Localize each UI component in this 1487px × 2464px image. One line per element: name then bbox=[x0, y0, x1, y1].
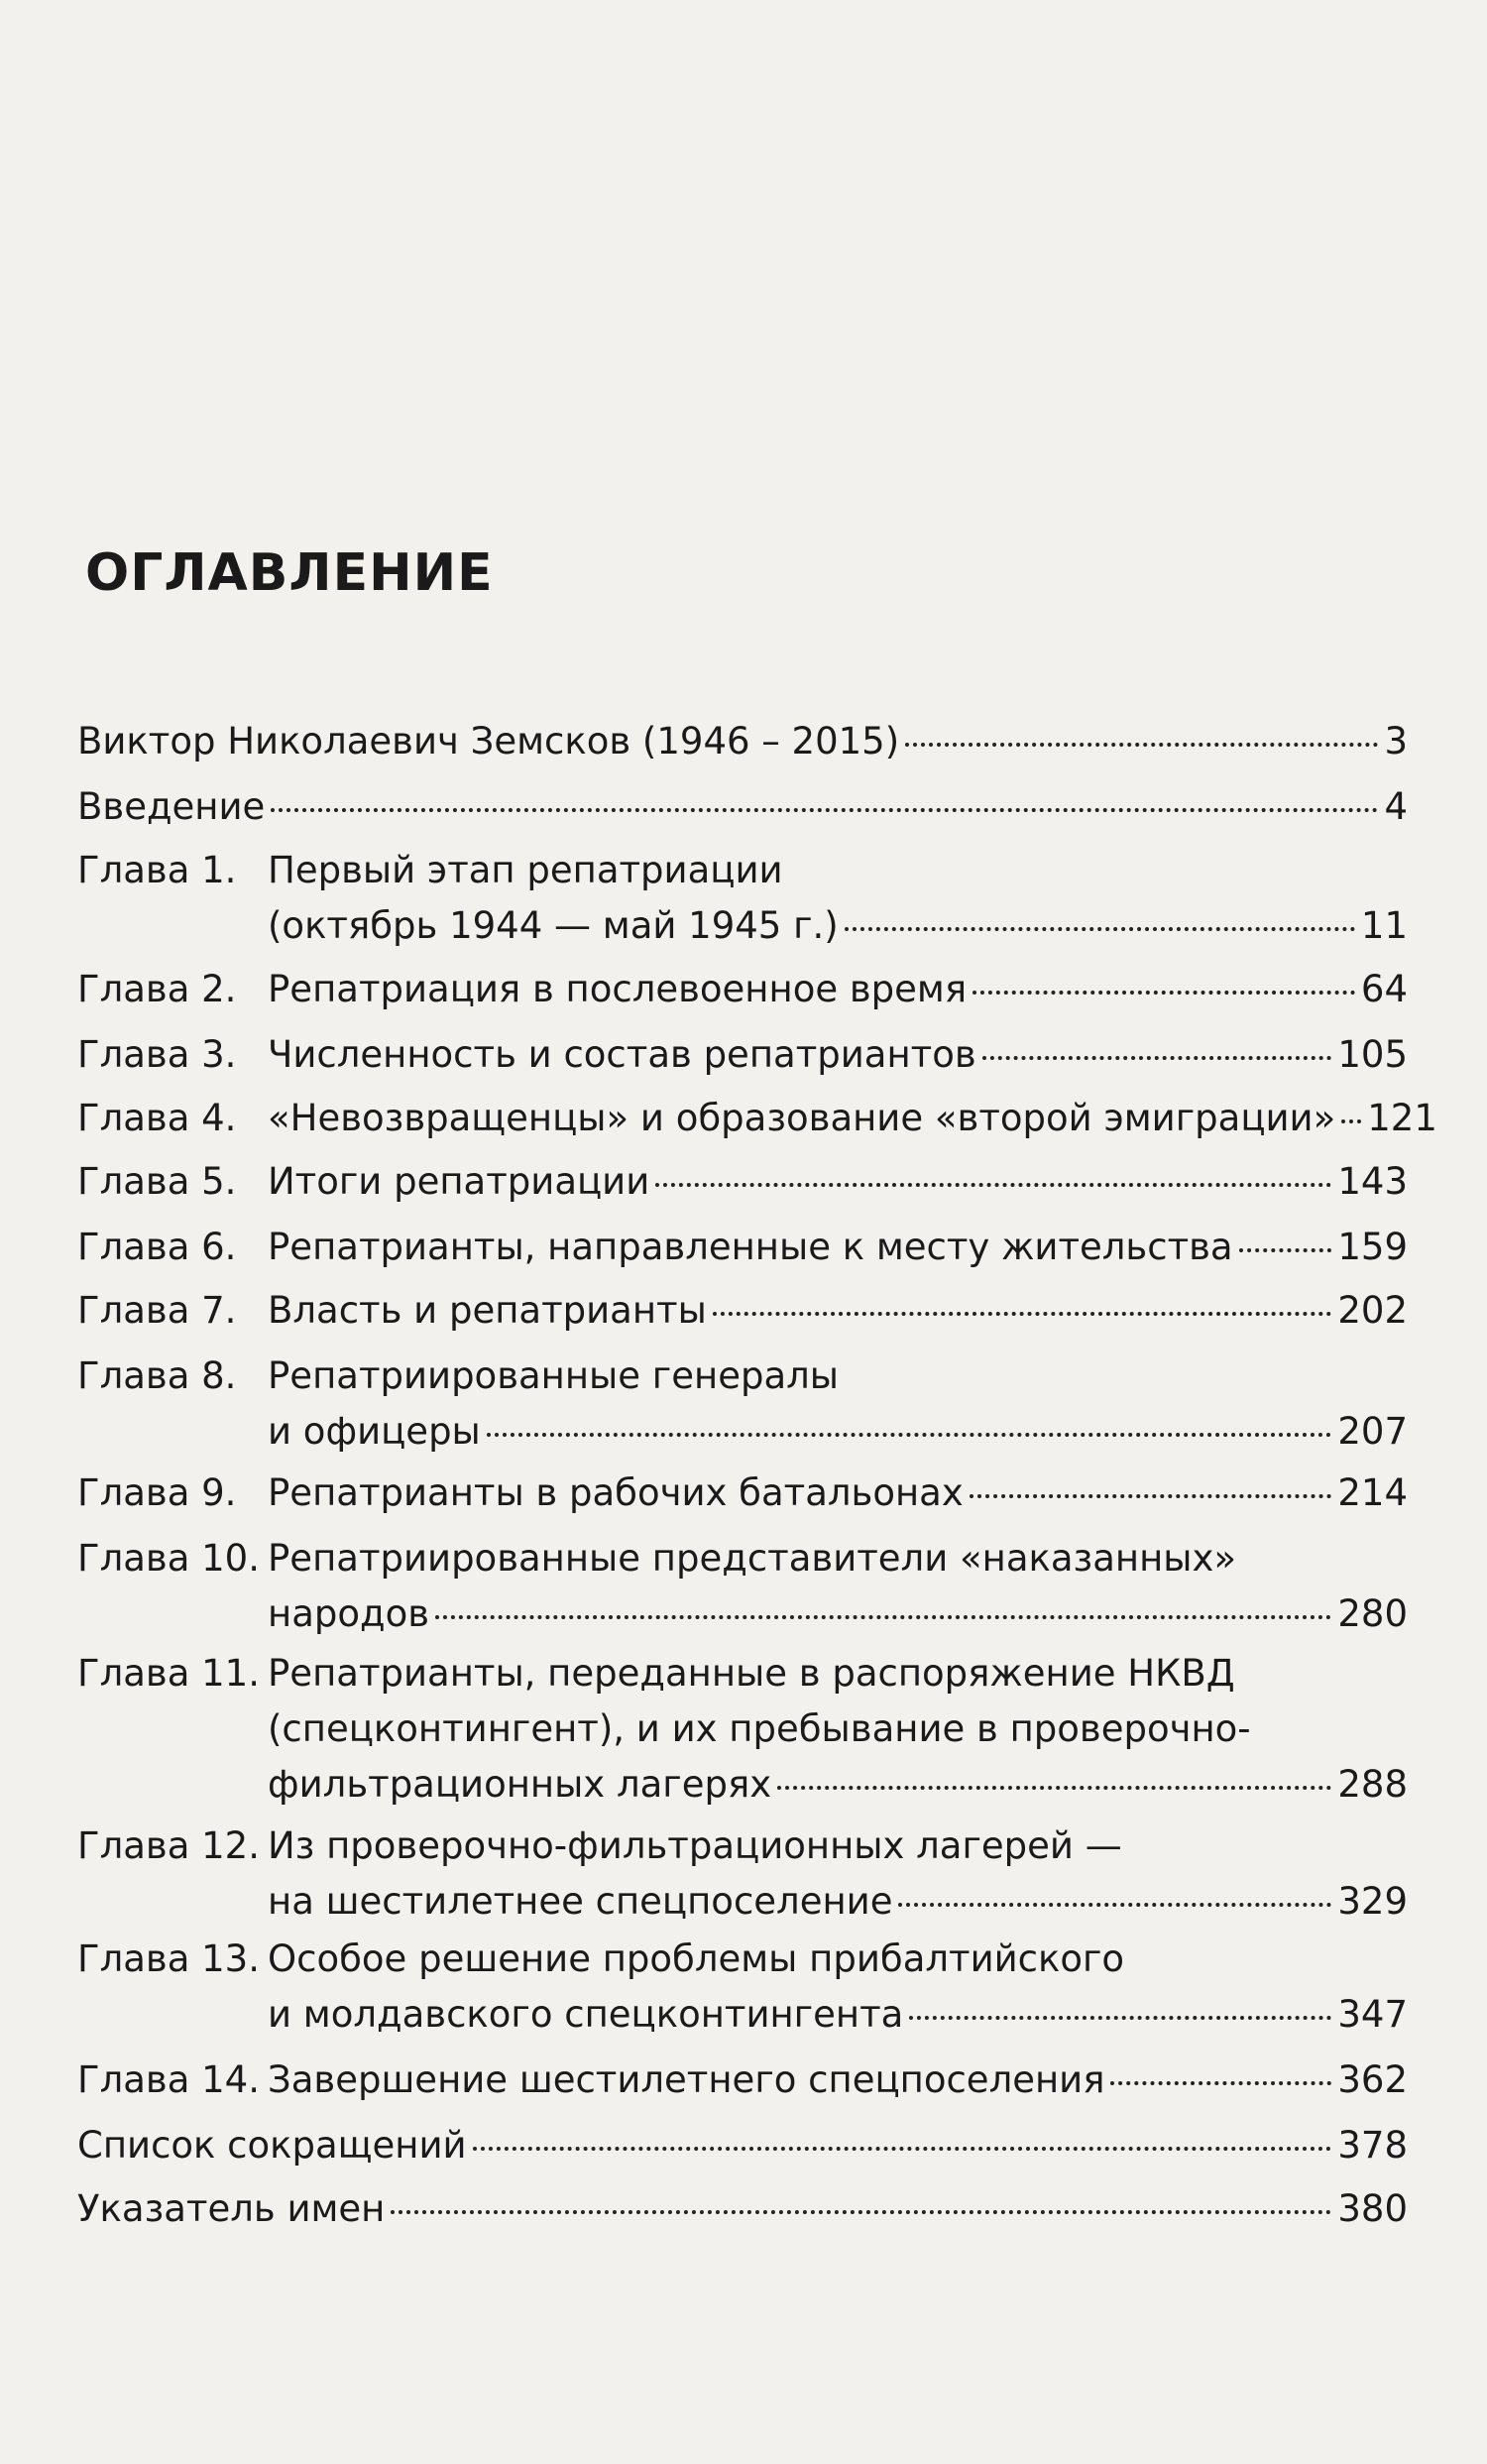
toc-entry-title: и офицеры bbox=[268, 1410, 481, 1453]
toc-entry-chapter-3[interactable] bbox=[77, 1027, 1408, 1083]
leader-dots bbox=[1341, 1118, 1361, 1123]
toc-page-number: 159 bbox=[1337, 1226, 1408, 1268]
leader-dots bbox=[982, 1055, 1332, 1060]
toc-page-number: 347 bbox=[1337, 1993, 1408, 2036]
toc-entry-chapter-9[interactable] bbox=[77, 1466, 1408, 1521]
leader-dots bbox=[972, 990, 1355, 995]
toc-page-number: 362 bbox=[1337, 2058, 1408, 2101]
toc-page-number: 105 bbox=[1337, 1033, 1408, 1076]
toc-entry-chapter-10[interactable] bbox=[77, 1531, 1408, 1642]
toc-entry-title: на шестилетнее спецпоселение bbox=[268, 1880, 893, 1923]
chapter-label: Глава 4. bbox=[77, 1097, 237, 1139]
leader-dots bbox=[487, 1432, 1332, 1437]
chapter-label: Глава 13. bbox=[77, 1937, 260, 1980]
leader-dots bbox=[655, 1182, 1331, 1187]
chapter-label: Глава 10. bbox=[77, 1537, 260, 1580]
toc-entry-title: Репатриация в послевоенное время bbox=[268, 968, 968, 1010]
toc-entry-title: Репатриированные генералы bbox=[268, 1354, 839, 1397]
toc-entry-title: и молдавского спецконтингента bbox=[268, 1993, 904, 2036]
toc-page-number: 11 bbox=[1360, 904, 1408, 947]
toc-entry-chapter-13[interactable] bbox=[77, 1932, 1408, 2043]
leader-dots bbox=[777, 1785, 1331, 1790]
leader-dots bbox=[905, 742, 1378, 747]
toc-entry-chapter-2[interactable] bbox=[77, 962, 1408, 1017]
toc-entry-chapter-11[interactable] bbox=[77, 1646, 1408, 1813]
toc-entry-title: Итоги репатриации bbox=[268, 1160, 650, 1203]
toc-entry-chapter-6[interactable] bbox=[77, 1220, 1408, 1275]
toc-entry-abbreviations[interactable] bbox=[77, 2118, 1408, 2173]
chapter-label: Глава 12. bbox=[77, 1824, 260, 1867]
toc-entry-chapter-4[interactable] bbox=[77, 1091, 1437, 1146]
toc-page-number: 214 bbox=[1337, 1471, 1408, 1514]
toc-entry-chapter-7[interactable] bbox=[77, 1283, 1408, 1339]
toc-entry-chapter-1[interactable] bbox=[77, 843, 1408, 954]
leader-dots bbox=[1239, 1247, 1332, 1252]
toc-entry-title: Первый этап репатриации bbox=[268, 849, 783, 891]
toc-entry-title: Репатрианты в рабочих батальонах bbox=[268, 1471, 964, 1514]
toc-page-number: 64 bbox=[1360, 968, 1408, 1010]
toc-page-number: 280 bbox=[1337, 1592, 1408, 1635]
leader-dots bbox=[713, 1311, 1332, 1316]
toc-entry-title: (спецконтингент), и их пребывание в проверочно- bbox=[268, 1707, 1251, 1750]
toc-page-number: 4 bbox=[1384, 785, 1408, 828]
leader-dots bbox=[435, 1614, 1331, 1619]
toc-entry-chapter-12[interactable] bbox=[77, 1819, 1408, 1930]
toc-entry-title: Завершение шестилетнего спецпоселения bbox=[268, 2058, 1105, 2101]
chapter-label: Глава 14. bbox=[77, 2058, 260, 2101]
toc-entry-title: Введение bbox=[77, 785, 266, 828]
toc-entry-title: Список сокращений bbox=[77, 2124, 467, 2167]
chapter-label: Глава 11. bbox=[77, 1652, 260, 1695]
toc-entry-title: народов bbox=[268, 1592, 430, 1635]
toc-entry-chapter-8[interactable] bbox=[77, 1349, 1408, 1460]
toc-entry-name-index[interactable] bbox=[77, 2181, 1408, 2237]
toc-entry-title: «Невозвращенцы» и образование «второй эмиграции» bbox=[268, 1097, 1336, 1139]
toc-page-number: 329 bbox=[1337, 1880, 1408, 1923]
leader-dots bbox=[391, 2209, 1331, 2214]
toc-entry-title: фильтрационных лагерях bbox=[268, 1763, 772, 1806]
leader-dots bbox=[898, 1902, 1331, 1907]
toc-page-number: 380 bbox=[1337, 2187, 1408, 2230]
toc-entry-title: Власть и репатрианты bbox=[268, 1289, 707, 1332]
toc-entry-title: Указатель имен bbox=[77, 2187, 386, 2230]
leader-dots bbox=[271, 807, 1378, 812]
toc-entry-introduction[interactable] bbox=[77, 779, 1408, 835]
chapter-label: Глава 2. bbox=[77, 968, 237, 1010]
leader-dots bbox=[970, 1493, 1332, 1498]
toc-entry-title: (октябрь 1944 — май 1945 г.) bbox=[268, 904, 839, 947]
chapter-label: Глава 5. bbox=[77, 1160, 237, 1203]
toc-page-number: 378 bbox=[1337, 2124, 1408, 2167]
chapter-label: Глава 1. bbox=[77, 849, 237, 891]
toc-page-number: 3 bbox=[1384, 720, 1408, 763]
toc-entry-title: Особое решение проблемы прибалтийского bbox=[268, 1937, 1125, 1980]
toc-entry-biography[interactable] bbox=[77, 714, 1408, 769]
leader-dots bbox=[909, 2015, 1331, 2020]
toc-page-number: 143 bbox=[1337, 1160, 1408, 1203]
toc-entry-title: Репатрианты, направленные к месту жительства bbox=[268, 1226, 1233, 1268]
leader-dots bbox=[845, 926, 1355, 931]
leader-dots bbox=[473, 2146, 1332, 2151]
leader-dots bbox=[1110, 2080, 1331, 2085]
toc-entry-chapter-5[interactable] bbox=[77, 1154, 1408, 1210]
chapter-label: Глава 7. bbox=[77, 1289, 237, 1332]
toc-page-number: 121 bbox=[1367, 1097, 1437, 1139]
toc-entry-title: Репатриированные представители «наказанных» bbox=[268, 1537, 1237, 1580]
chapter-label: Глава 9. bbox=[77, 1471, 237, 1514]
toc-entry-title: Численность и состав репатриантов bbox=[268, 1033, 976, 1076]
toc-page-number: 202 bbox=[1337, 1289, 1408, 1332]
toc-page-number: 207 bbox=[1337, 1410, 1408, 1453]
toc-entry-chapter-14[interactable] bbox=[77, 2053, 1408, 2108]
chapter-label: Глава 3. bbox=[77, 1033, 237, 1076]
toc-entry-title: Из проверочно-фильтрационных лагерей — bbox=[268, 1824, 1122, 1867]
chapter-label: Глава 6. bbox=[77, 1226, 237, 1268]
page-title: ОГЛАВЛЕНИЕ bbox=[85, 543, 494, 603]
toc-page-number: 288 bbox=[1337, 1763, 1408, 1806]
toc-entry-title: Виктор Николаевич Земсков (1946 – 2015) bbox=[77, 720, 900, 763]
chapter-label: Глава 8. bbox=[77, 1354, 237, 1397]
toc-entry-title: Репатрианты, переданные в распоряжение НКВД bbox=[268, 1652, 1235, 1695]
